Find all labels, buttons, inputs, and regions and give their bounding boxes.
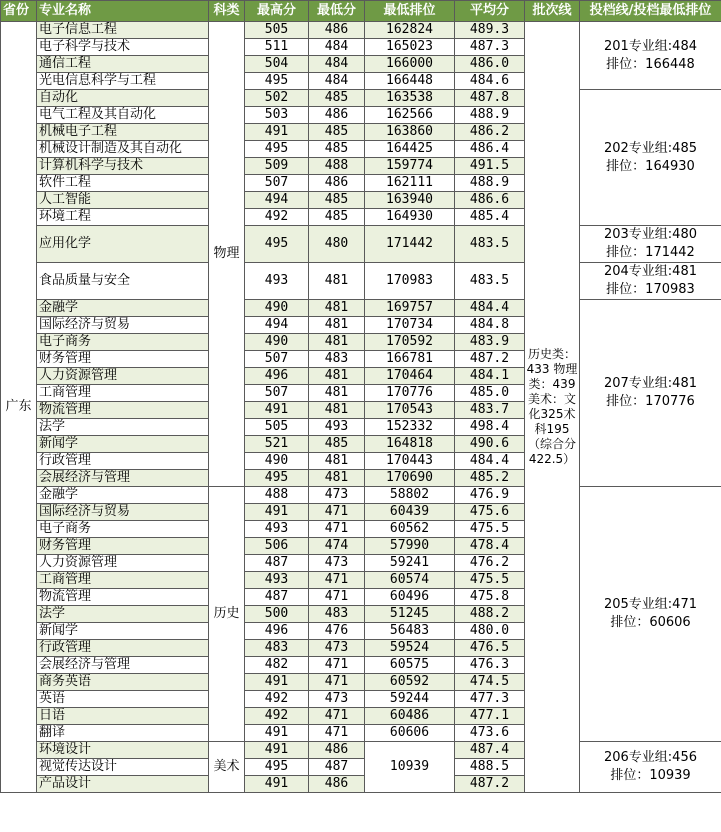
avg-score-cell: 489.3 — [455, 22, 525, 39]
min-rank-cell: 170543 — [365, 402, 455, 419]
group-rank: 排位：170983 — [606, 282, 695, 297]
header-row — [1, 1, 721, 22]
max-score-cell: 491 — [245, 504, 309, 521]
major-cell: 法学 — [37, 606, 209, 623]
max-score-cell: 488 — [245, 487, 309, 504]
major-cell: 视觉传达设计 — [37, 759, 209, 776]
min-rank-cell: 170776 — [365, 385, 455, 402]
min-rank-cell: 166781 — [365, 351, 455, 368]
min-score-cell: 487 — [309, 759, 365, 776]
min-score-cell: 481 — [309, 300, 365, 317]
max-score-cell: 491 — [245, 402, 309, 419]
major-cell: 物流管理 — [37, 402, 209, 419]
major-cell: 人工智能 — [37, 192, 209, 209]
header-max: 最高分 — [245, 1, 309, 22]
max-score-cell: 503 — [245, 107, 309, 124]
min-rank-cell: 171442 — [365, 226, 455, 263]
avg-score-cell: 483.7 — [455, 402, 525, 419]
avg-score-cell: 487.3 — [455, 39, 525, 56]
min-score-cell: 473 — [309, 555, 365, 572]
min-score-cell: 471 — [309, 725, 365, 742]
min-score-cell: 481 — [309, 470, 365, 487]
max-score-cell: 509 — [245, 158, 309, 175]
avg-score-cell: 483.5 — [455, 226, 525, 263]
header-min-rank: 最低排位 — [365, 1, 455, 22]
min-rank-cell: 165023 — [365, 39, 455, 56]
avg-score-cell: 487.8 — [455, 90, 525, 107]
max-score-cell: 487 — [245, 555, 309, 572]
min-rank-cell: 56483 — [365, 623, 455, 640]
min-score-cell: 486 — [309, 776, 365, 793]
group-201-cell — [580, 22, 721, 90]
min-rank-cell: 59241 — [365, 555, 455, 572]
group-name: 202专业组:485 — [603, 140, 697, 156]
min-rank-cell: 166448 — [365, 73, 455, 90]
avg-score-cell: 488.9 — [455, 107, 525, 124]
max-score-cell: 496 — [245, 368, 309, 385]
major-cell: 英语 — [37, 691, 209, 708]
min-score-cell: 485 — [309, 124, 365, 141]
group-name: 204专业组:481 — [603, 264, 697, 279]
header-major: 专业名称 — [37, 1, 209, 22]
min-rank-cell: 60439 — [365, 504, 455, 521]
min-rank-cell: 60575 — [365, 657, 455, 674]
max-score-cell: 495 — [245, 470, 309, 487]
major-cell: 计算机科学与技术 — [37, 158, 209, 175]
max-score-cell: 521 — [245, 436, 309, 453]
avg-score-cell: 478.4 — [455, 538, 525, 555]
min-rank-cell: 163940 — [365, 192, 455, 209]
major-cell: 物流管理 — [37, 589, 209, 606]
max-score-cell: 492 — [245, 209, 309, 226]
group-rank: 排位：164930 — [606, 158, 695, 174]
min-rank-cell: 60574 — [365, 572, 455, 589]
max-score-cell: 491 — [245, 742, 309, 759]
major-cell: 工商管理 — [37, 385, 209, 402]
group-rank: 排位：171442 — [606, 245, 695, 260]
avg-score-cell: 476.3 — [455, 657, 525, 674]
min-rank-cell: 170983 — [365, 263, 455, 300]
max-score-cell: 505 — [245, 419, 309, 436]
avg-score-cell: 474.5 — [455, 674, 525, 691]
max-score-cell: 493 — [245, 572, 309, 589]
avg-score-cell: 486.6 — [455, 192, 525, 209]
min-score-cell: 486 — [309, 742, 365, 759]
min-score-cell: 484 — [309, 39, 365, 56]
avg-score-cell: 485.2 — [455, 470, 525, 487]
max-score-cell: 491 — [245, 725, 309, 742]
max-score-cell: 507 — [245, 351, 309, 368]
max-score-cell: 492 — [245, 708, 309, 725]
subject-cell-art: 美术 — [209, 742, 245, 793]
max-score-cell: 493 — [245, 263, 309, 300]
min-rank-cell: 166000 — [365, 56, 455, 73]
min-score-cell: 486 — [309, 107, 365, 124]
major-cell: 电子商务 — [37, 334, 209, 351]
major-cell: 环境设计 — [37, 742, 209, 759]
min-score-cell: 471 — [309, 674, 365, 691]
avg-score-cell: 491.5 — [455, 158, 525, 175]
min-rank-cell: 51245 — [365, 606, 455, 623]
major-cell: 财务管理 — [37, 538, 209, 555]
max-score-cell: 496 — [245, 623, 309, 640]
avg-score-cell: 476.2 — [455, 555, 525, 572]
major-cell: 会展经济与管理 — [37, 657, 209, 674]
max-score-cell: 490 — [245, 453, 309, 470]
max-score-cell: 507 — [245, 385, 309, 402]
max-score-cell: 482 — [245, 657, 309, 674]
avg-score-cell: 484.4 — [455, 300, 525, 317]
major-cell: 新闻学 — [37, 436, 209, 453]
group-202-cell — [580, 90, 721, 226]
major-cell: 电子商务 — [37, 521, 209, 538]
table-row — [1, 90, 721, 107]
max-score-cell: 483 — [245, 640, 309, 657]
major-cell: 行政管理 — [37, 453, 209, 470]
min-rank-cell: 57990 — [365, 538, 455, 555]
major-cell: 法学 — [37, 419, 209, 436]
major-cell: 会展经济与管理 — [37, 470, 209, 487]
max-score-cell: 492 — [245, 691, 309, 708]
min-score-cell: 481 — [309, 385, 365, 402]
major-cell: 人力资源管理 — [37, 368, 209, 385]
min-score-cell: 493 — [309, 419, 365, 436]
province-cell: 广东 — [1, 22, 37, 793]
major-cell: 自动化 — [37, 90, 209, 107]
max-score-cell: 493 — [245, 521, 309, 538]
header-batch-line: 批次线 — [525, 1, 580, 22]
table-row — [1, 22, 721, 39]
major-cell: 通信工程 — [37, 56, 209, 73]
min-score-cell: 481 — [309, 453, 365, 470]
major-cell: 光电信息科学与工程 — [37, 73, 209, 90]
min-score-cell: 473 — [309, 640, 365, 657]
subject-cell-physics: 物理 — [209, 22, 245, 487]
major-cell: 机械电子工程 — [37, 124, 209, 141]
min-score-cell: 486 — [309, 175, 365, 192]
table-row — [1, 300, 721, 317]
avg-score-cell: 484.4 — [455, 453, 525, 470]
min-score-cell: 476 — [309, 623, 365, 640]
min-score-cell: 484 — [309, 56, 365, 73]
min-score-cell: 481 — [309, 368, 365, 385]
min-rank-cell: 170592 — [365, 334, 455, 351]
min-score-cell: 473 — [309, 691, 365, 708]
min-rank-cell: 60486 — [365, 708, 455, 725]
group-205-cell — [580, 487, 721, 742]
min-rank-cell: 60496 — [365, 589, 455, 606]
min-rank-cell: 162566 — [365, 107, 455, 124]
max-score-cell: 495 — [245, 141, 309, 158]
min-score-cell: 483 — [309, 351, 365, 368]
subject-cell-history: 历史 — [209, 487, 245, 742]
min-rank-cell: 170734 — [365, 317, 455, 334]
header-min: 最低分 — [309, 1, 365, 22]
avg-score-cell: 476.9 — [455, 487, 525, 504]
min-rank-cell: 162824 — [365, 22, 455, 39]
max-score-cell: 487 — [245, 589, 309, 606]
major-cell: 商务英语 — [37, 674, 209, 691]
min-rank-cell: 163538 — [365, 90, 455, 107]
major-cell: 电气工程及其自动化 — [37, 107, 209, 124]
header-province: 省份 — [1, 1, 37, 22]
group-name: 205专业组:471 — [603, 597, 697, 612]
max-score-cell: 504 — [245, 56, 309, 73]
min-score-cell: 471 — [309, 589, 365, 606]
major-cell: 金融学 — [37, 300, 209, 317]
max-score-cell: 507 — [245, 175, 309, 192]
min-score-cell: 485 — [309, 90, 365, 107]
avg-score-cell: 490.6 — [455, 436, 525, 453]
avg-score-cell: 483.9 — [455, 334, 525, 351]
min-rank-cell: 60562 — [365, 521, 455, 538]
avg-score-cell: 488.9 — [455, 175, 525, 192]
avg-score-cell: 473.6 — [455, 725, 525, 742]
avg-score-cell: 484.6 — [455, 73, 525, 90]
min-score-cell: 485 — [309, 436, 365, 453]
avg-score-cell: 475.6 — [455, 504, 525, 521]
min-rank-cell: 10939 — [365, 742, 455, 793]
major-cell: 金融学 — [37, 487, 209, 504]
table-row — [1, 742, 721, 759]
min-score-cell: 481 — [309, 334, 365, 351]
avg-score-cell: 488.2 — [455, 606, 525, 623]
max-score-cell: 491 — [245, 124, 309, 141]
min-rank-cell: 60606 — [365, 725, 455, 742]
max-score-cell: 490 — [245, 300, 309, 317]
min-rank-cell: 152332 — [365, 419, 455, 436]
min-rank-cell: 163860 — [365, 124, 455, 141]
header-group-line: 投档线/投档最低排位 — [580, 1, 721, 22]
avg-score-cell: 475.8 — [455, 589, 525, 606]
min-rank-cell: 164930 — [365, 209, 455, 226]
max-score-cell: 491 — [245, 674, 309, 691]
avg-score-cell: 485.0 — [455, 385, 525, 402]
group-rank: 排位：60606 — [610, 615, 691, 630]
min-rank-cell: 169757 — [365, 300, 455, 317]
min-rank-cell: 170690 — [365, 470, 455, 487]
min-score-cell: 484 — [309, 73, 365, 90]
max-score-cell: 494 — [245, 192, 309, 209]
avg-score-cell: 480.0 — [455, 623, 525, 640]
group-rank: 排位：166448 — [606, 56, 695, 72]
max-score-cell: 500 — [245, 606, 309, 623]
major-cell: 人力资源管理 — [37, 555, 209, 572]
major-cell: 电子信息工程 — [37, 22, 209, 39]
avg-score-cell: 475.5 — [455, 572, 525, 589]
major-cell: 翻译 — [37, 725, 209, 742]
min-score-cell: 485 — [309, 141, 365, 158]
table-row — [1, 226, 721, 263]
min-score-cell: 471 — [309, 521, 365, 538]
min-score-cell: 485 — [309, 209, 365, 226]
max-score-cell: 494 — [245, 317, 309, 334]
min-rank-cell: 60592 — [365, 674, 455, 691]
major-cell: 行政管理 — [37, 640, 209, 657]
group-206-cell — [580, 742, 721, 793]
min-rank-cell: 164818 — [365, 436, 455, 453]
min-rank-cell: 59244 — [365, 691, 455, 708]
group-name: 201专业组:484 — [603, 38, 697, 54]
avg-score-cell: 484.1 — [455, 368, 525, 385]
max-score-cell: 490 — [245, 334, 309, 351]
major-cell: 产品设计 — [37, 776, 209, 793]
major-cell: 应用化学 — [37, 226, 209, 263]
min-rank-cell: 159774 — [365, 158, 455, 175]
group-207-cell — [580, 300, 721, 487]
avg-score-cell: 487.4 — [455, 742, 525, 759]
min-score-cell: 474 — [309, 538, 365, 555]
avg-score-cell: 485.4 — [455, 209, 525, 226]
header-avg: 平均分 — [455, 1, 525, 22]
min-rank-cell: 164425 — [365, 141, 455, 158]
major-cell: 工商管理 — [37, 572, 209, 589]
min-score-cell: 473 — [309, 487, 365, 504]
major-cell: 机械设计制造及其自动化 — [37, 141, 209, 158]
avg-score-cell: 476.5 — [455, 640, 525, 657]
major-cell: 国际经济与贸易 — [37, 317, 209, 334]
max-score-cell: 505 — [245, 22, 309, 39]
table-row — [1, 263, 721, 300]
avg-score-cell: 488.5 — [455, 759, 525, 776]
avg-score-cell: 484.8 — [455, 317, 525, 334]
max-score-cell: 495 — [245, 759, 309, 776]
avg-score-cell: 487.2 — [455, 351, 525, 368]
major-cell: 软件工程 — [37, 175, 209, 192]
min-score-cell: 481 — [309, 317, 365, 334]
major-cell: 新闻学 — [37, 623, 209, 640]
min-score-cell: 471 — [309, 504, 365, 521]
max-score-cell: 502 — [245, 90, 309, 107]
min-rank-cell: 162111 — [365, 175, 455, 192]
avg-score-cell: 477.1 — [455, 708, 525, 725]
min-score-cell: 485 — [309, 192, 365, 209]
min-rank-cell: 170464 — [365, 368, 455, 385]
major-cell: 日语 — [37, 708, 209, 725]
avg-score-cell: 475.5 — [455, 521, 525, 538]
table-row — [1, 487, 721, 504]
max-score-cell: 506 — [245, 538, 309, 555]
major-cell: 财务管理 — [37, 351, 209, 368]
min-score-cell: 481 — [309, 402, 365, 419]
group-name: 206专业组:456 — [603, 750, 697, 765]
min-score-cell: 471 — [309, 708, 365, 725]
min-score-cell: 483 — [309, 606, 365, 623]
min-rank-cell: 58802 — [365, 487, 455, 504]
batch-line-cell: 历史类：433 物理类：439 美术：文化325术科195（综合分422.5） — [525, 22, 580, 793]
major-cell: 国际经济与贸易 — [37, 504, 209, 521]
min-score-cell: 471 — [309, 657, 365, 674]
avg-score-cell: 486.4 — [455, 141, 525, 158]
max-score-cell: 511 — [245, 39, 309, 56]
avg-score-cell: 486.2 — [455, 124, 525, 141]
avg-score-cell: 483.5 — [455, 263, 525, 300]
min-score-cell: 486 — [309, 22, 365, 39]
min-score-cell: 480 — [309, 226, 365, 263]
max-score-cell: 495 — [245, 73, 309, 90]
avg-score-cell: 498.4 — [455, 419, 525, 436]
group-rank: 排位：10939 — [610, 768, 691, 783]
min-score-cell: 481 — [309, 263, 365, 300]
major-cell: 电子科学与技术 — [37, 39, 209, 56]
group-name: 203专业组:480 — [603, 227, 697, 242]
min-score-cell: 471 — [309, 572, 365, 589]
avg-score-cell: 477.3 — [455, 691, 525, 708]
max-score-cell: 495 — [245, 226, 309, 263]
group-name: 207专业组:481 — [603, 376, 697, 391]
group-rank: 排位：170776 — [606, 394, 695, 409]
group-203-cell — [580, 226, 721, 263]
min-rank-cell: 59524 — [365, 640, 455, 657]
major-cell: 食品质量与安全 — [37, 263, 209, 300]
min-score-cell: 488 — [309, 158, 365, 175]
group-204-cell — [580, 263, 721, 300]
header-subject: 科类 — [209, 1, 245, 22]
avg-score-cell: 486.0 — [455, 56, 525, 73]
major-cell: 环境工程 — [37, 209, 209, 226]
max-score-cell: 491 — [245, 776, 309, 793]
min-rank-cell: 170443 — [365, 453, 455, 470]
avg-score-cell: 487.2 — [455, 776, 525, 793]
